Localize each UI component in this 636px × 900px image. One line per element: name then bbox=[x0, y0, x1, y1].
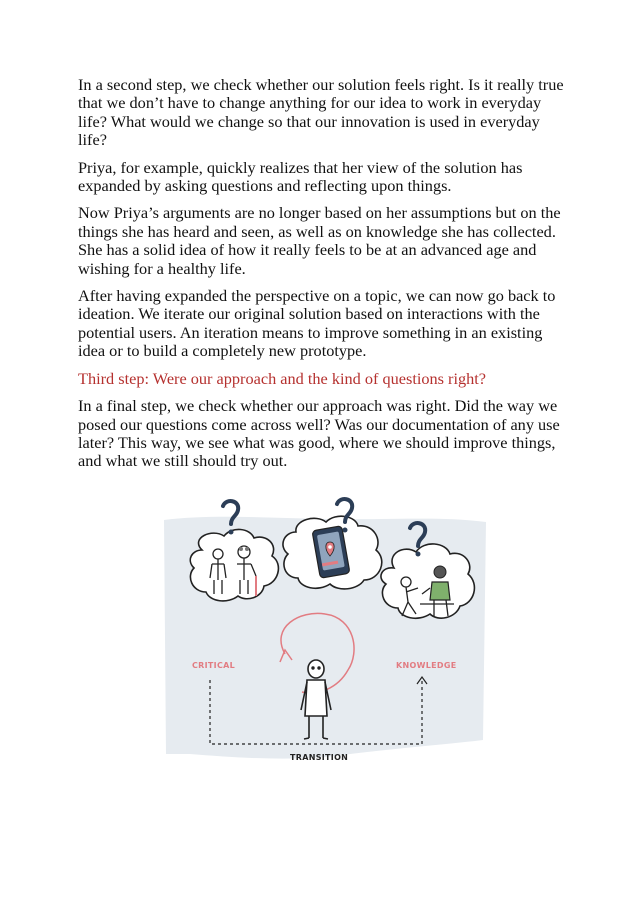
paragraph-1: In a second step, we check whether our solution feels right. Is it really true that we don’t have to change anything for our idea to work in everyday life? What would we change so that our innovation is used in everyday life? bbox=[78, 75, 564, 150]
label-transition: TRANSITION bbox=[290, 753, 349, 762]
paragraph-4: After having expanded the perspective on a topic, we can now go back to ideation. We iterate our original solution based on interactions with the potential users. An iteration means to improve something in an existing idea or to build a completely new prototype. bbox=[78, 286, 556, 361]
paragraph-5: In a final step, we check whether our approach was right. Did the way we posed our questions come across well? Was our documentation of any use later? This way, we see what was good, where we should improve things, and what we still should try out. bbox=[78, 396, 560, 471]
cloud-right bbox=[381, 544, 474, 618]
section-heading: Third step: Were our approach and the kind of questions right? bbox=[78, 368, 487, 388]
illustration-svg bbox=[150, 492, 490, 782]
label-critical: CRITICAL bbox=[192, 661, 236, 670]
paragraph-2: Priya, for example, quickly realizes that her view of the solution has expanded by asking questions and reflecting upon things. bbox=[78, 157, 523, 196]
reflection-illustration bbox=[150, 492, 490, 782]
cloud-middle bbox=[283, 516, 382, 589]
document-body bbox=[78, 76, 568, 480]
paragraph-3: Now Priya’s arguments are no longer based on her assumptions but on the things she has heard and seen, as well as on knowledge she has collected. She has a solid idea of how it really feels to be at an advanced age and wishing for a healthy life. bbox=[78, 203, 561, 278]
label-knowledge: KNOWLEDGE bbox=[396, 661, 457, 670]
